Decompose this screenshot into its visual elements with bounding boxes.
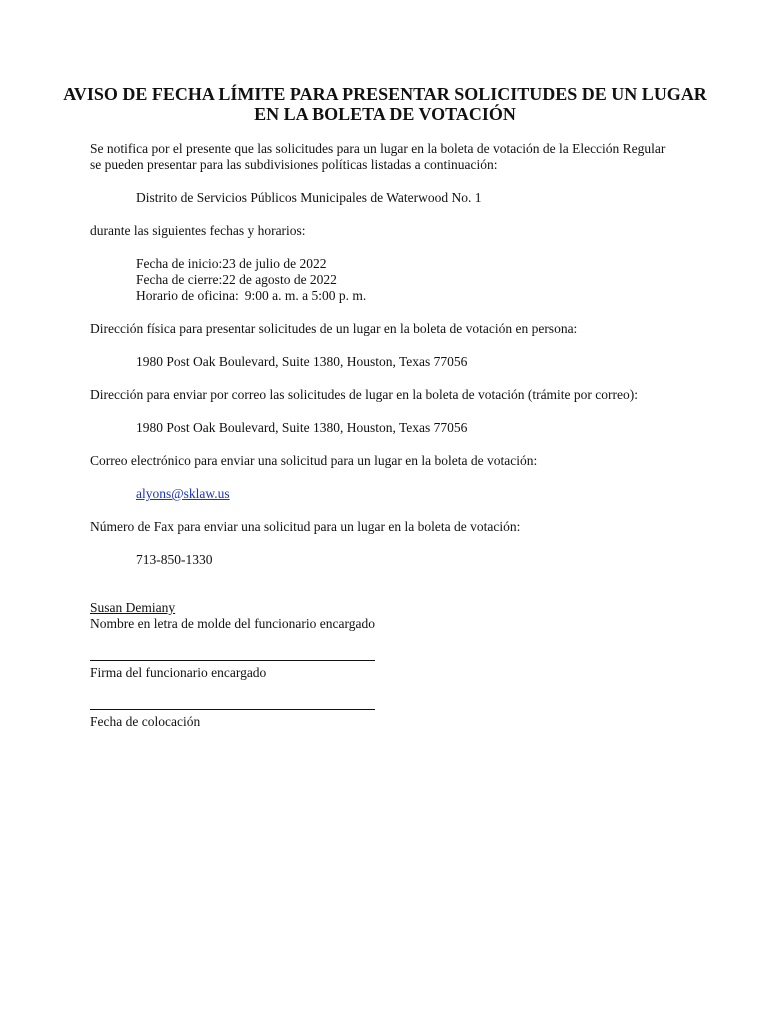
schedule-start-value: 23 de julio de 2022	[222, 256, 327, 271]
date-line	[90, 709, 375, 710]
physical-address-label: Dirección física para presentar solicitudes de un lugar en la boleta de votación en persona:	[90, 321, 578, 336]
schedule-hours-label: Horario de oficina:	[136, 288, 239, 303]
fax-label: Número de Fax para enviar una solicitud para un lugar en la boleta de votación:	[90, 519, 521, 534]
schedule-end-row	[136, 272, 337, 288]
schedule-hours-value: 9:00 a. m. a 5:00 p. m.	[244, 288, 367, 303]
document-title: AVISO DE FECHA LÍMITE PARA PRESENTAR SOLICITUDES DE UN LUGAR EN LA BOLETA DE VOTACIÓN	[63, 84, 707, 124]
signature-caption: Firma del funcionario encargado	[90, 665, 267, 680]
schedule-start-row	[136, 256, 326, 272]
schedule-end-value: 22 de agosto de 2022	[222, 272, 337, 287]
schedule-end-label: Fecha de cierre:	[136, 272, 223, 287]
official-name-caption: Nombre en letra de molde del funcionario encargado	[90, 616, 376, 631]
email-link[interactable]: alyons@sklaw.us	[136, 486, 230, 501]
schedule-start-label: Fecha de inicio:	[136, 256, 223, 271]
fax-number: 713-850-1330	[136, 552, 213, 567]
email-label: Correo electrónico para enviar una solicitud para un lugar en la boleta de votación:	[90, 453, 538, 468]
official-name: Susan Demiany	[90, 600, 176, 615]
intro-line-2: se pueden presentar para las subdivisiones políticas listadas a continuación:	[90, 157, 498, 172]
mail-address-label: Dirección para enviar por correo las solicitudes de lugar en la boleta de votación (trámite por correo):	[90, 387, 639, 402]
dates-intro: durante las siguientes fechas y horarios:	[90, 223, 306, 238]
physical-address-value: 1980 Post Oak Boulevard, Suite 1380, Houston, Texas 77056	[136, 354, 468, 369]
date-caption: Fecha de colocación	[90, 714, 201, 729]
intro-line-1: Se notifica por el presente que las solicitudes para un lugar en la boleta de votación de la Elección Regular	[90, 141, 666, 156]
district-name: Distrito de Servicios Públicos Municipales de Waterwood No. 1	[136, 190, 482, 205]
mail-address-value: 1980 Post Oak Boulevard, Suite 1380, Houston, Texas 77056	[136, 420, 468, 435]
signature-line	[90, 660, 375, 661]
schedule-hours-row	[136, 288, 366, 304]
